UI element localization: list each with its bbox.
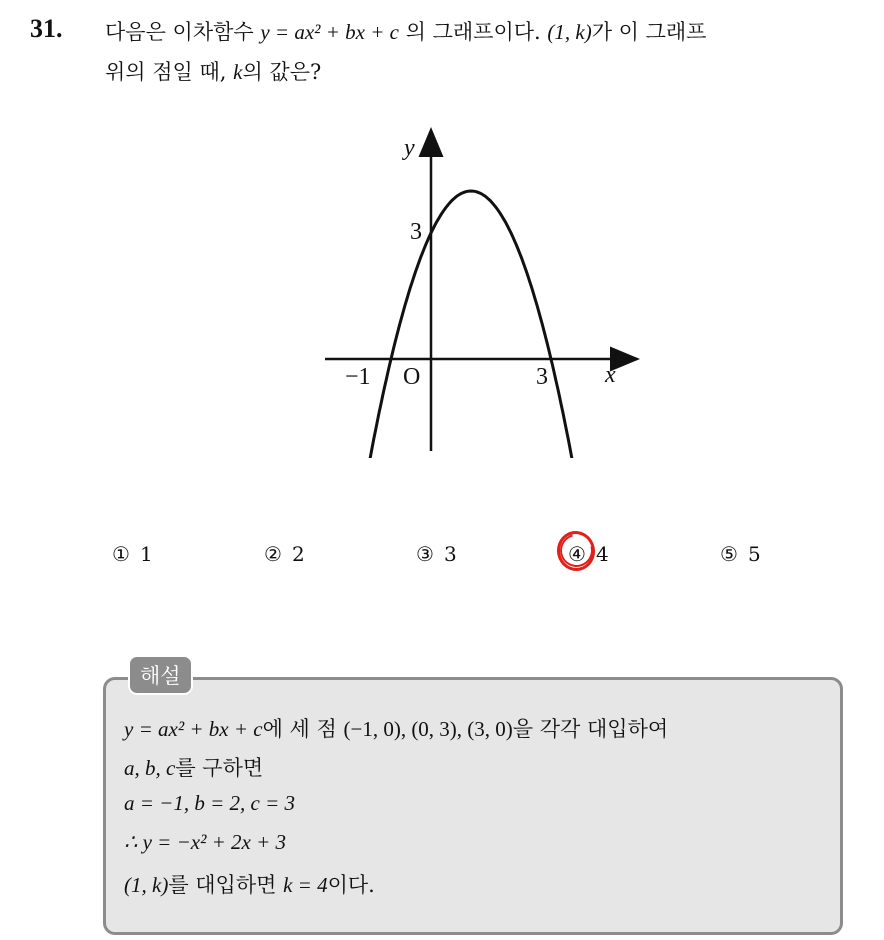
solution-points: (−1, 0), (0, 3), (3, 0) <box>343 717 513 741</box>
choice-value: 1 <box>140 542 153 566</box>
solution-coefficients: a = −1, b = 2, c = 3 <box>124 791 296 815</box>
question-formula: y = ax² + bx + c <box>260 20 399 44</box>
question-variable: k <box>233 60 243 84</box>
choice-value: 2 <box>292 542 305 566</box>
choice-3[interactable] <box>414 542 457 566</box>
choice-marker: ① <box>112 542 130 566</box>
solution-line5 <box>124 869 375 899</box>
solution-line1 <box>124 713 668 743</box>
choice-marker-text: ④ <box>568 542 586 566</box>
x-axis-label: x <box>605 362 616 388</box>
question-text: 의 값은? <box>242 60 322 84</box>
parabola-curve <box>367 191 575 458</box>
choice-marker <box>566 542 588 566</box>
solution-line3 <box>124 791 295 816</box>
choice-2[interactable] <box>262 542 305 566</box>
question-text-line1 <box>105 16 706 46</box>
choice-marker: ③ <box>416 542 434 566</box>
y-intercept-label: 3 <box>410 219 422 245</box>
question-text: 가 이 그래프 <box>591 20 707 44</box>
question-number: 31. <box>30 14 63 43</box>
y-axis-label: y <box>404 135 415 161</box>
origin-label: O <box>403 364 421 390</box>
solution-line2 <box>124 752 263 782</box>
solution-text: 에 세 점 <box>262 717 344 741</box>
solution-text: 를 대입하면 <box>168 873 284 897</box>
solution-vars: a, b, c <box>124 756 176 780</box>
choice-4[interactable] <box>566 542 609 566</box>
solution-text: 을 각각 대입하여 <box>512 717 669 741</box>
solution-tab-label: 해설 <box>128 655 193 695</box>
question-text-line2 <box>105 56 321 86</box>
selection-circle-stroke <box>554 528 599 573</box>
choice-5[interactable] <box>718 542 761 566</box>
choice-1[interactable] <box>110 542 153 566</box>
question-text: 의 그래프이다. <box>398 20 548 44</box>
choice-marker: ⑤ <box>720 542 738 566</box>
x-root-left-label: −1 <box>345 364 371 390</box>
solution-answer: k = 4 <box>283 873 328 897</box>
choice-value: 4 <box>596 542 609 566</box>
question-point: (1, k) <box>547 20 592 44</box>
solution-text: 를 구하면 <box>175 756 264 780</box>
choice-value: 5 <box>748 542 761 566</box>
choice-marker: ② <box>264 542 282 566</box>
answer-choices <box>0 542 884 578</box>
solution-point: (1, k) <box>124 873 169 897</box>
solution-text: 이다. <box>327 873 375 897</box>
solution-equation: ∴ y = −x² + 2x + 3 <box>124 830 287 854</box>
x-root-right-label: 3 <box>536 364 548 390</box>
parabola-graph <box>300 118 650 458</box>
question-text: 위의 점일 때, <box>105 60 234 84</box>
solution-formula: y = ax² + bx + c <box>124 717 263 741</box>
solution-line4 <box>124 830 286 855</box>
question-text: 다음은 이차함수 <box>105 20 261 44</box>
choice-value: 3 <box>444 542 457 566</box>
